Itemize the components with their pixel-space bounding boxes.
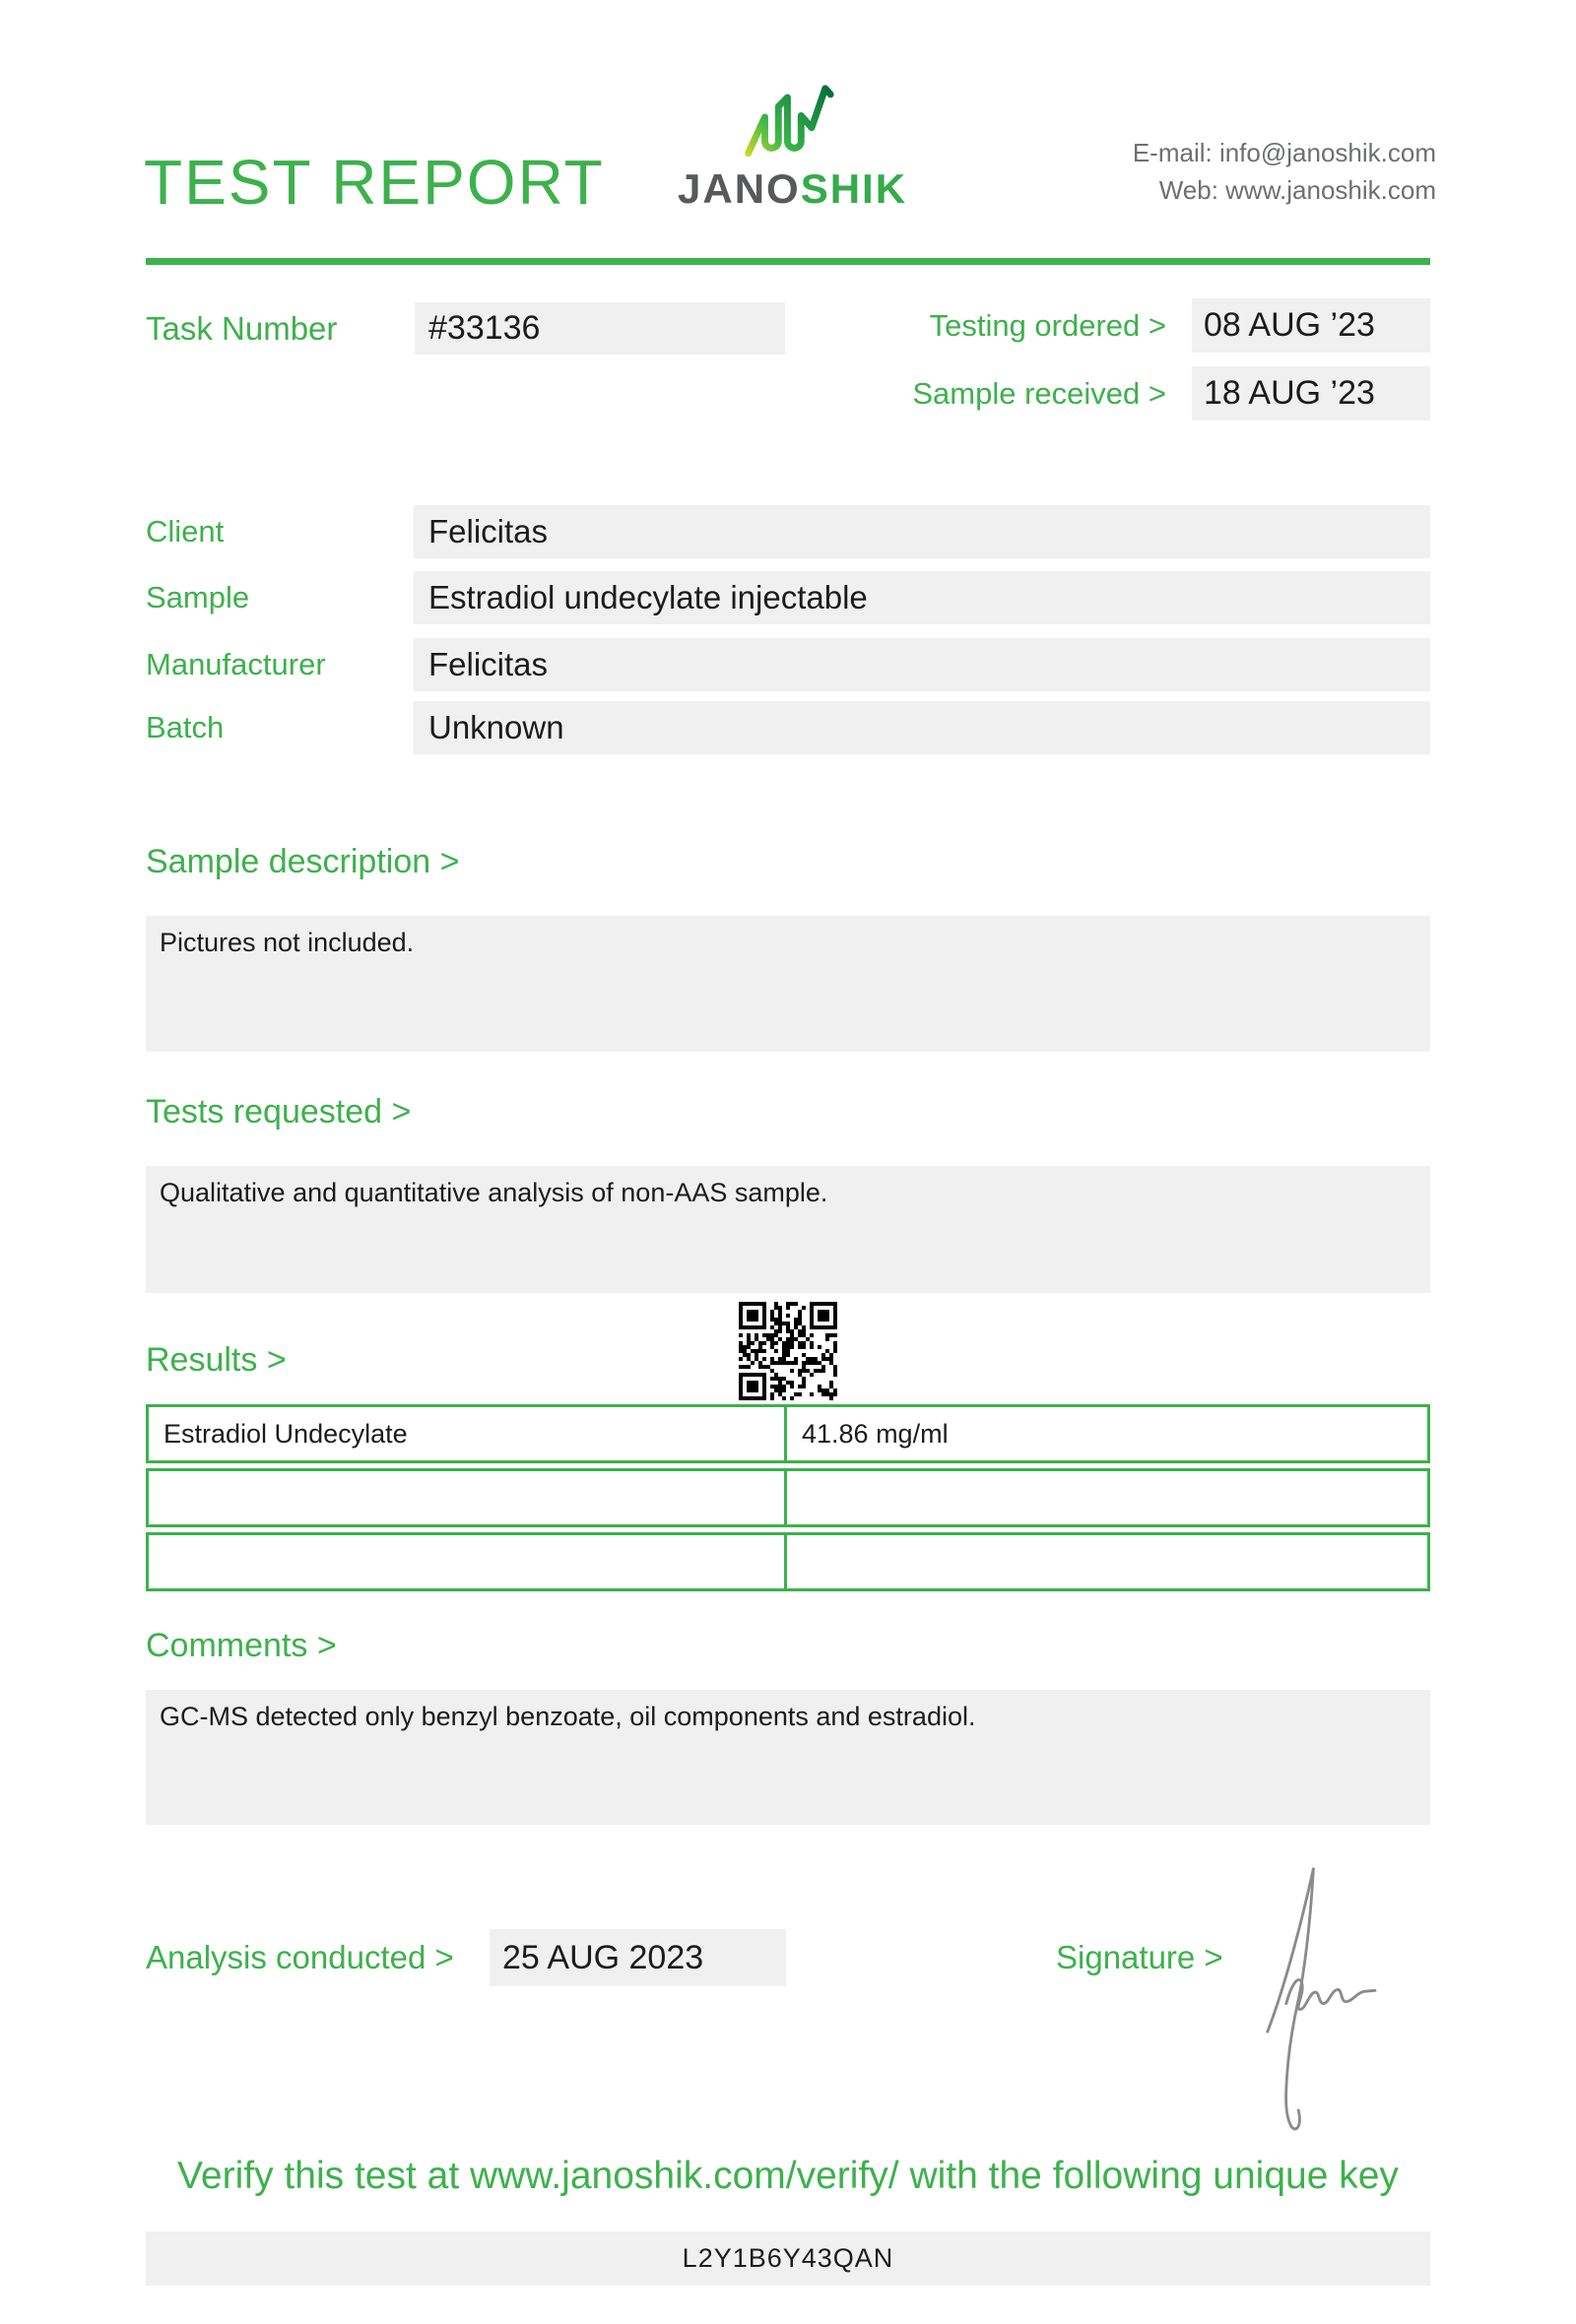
result-substance [149, 1535, 787, 1588]
comments-panel [146, 1690, 1430, 1825]
client-label: Client [146, 514, 225, 549]
task-number-value: #33136 [415, 302, 785, 355]
logo-text-jano: JANO [678, 165, 801, 212]
page-title: TEST REPORT [144, 147, 605, 218]
contact-block [1133, 134, 1436, 209]
client-value: Felicitas [414, 505, 1430, 558]
tests-requested-panel [146, 1166, 1430, 1293]
logo-wordmark [678, 165, 906, 213]
manufacturer-label: Manufacturer [146, 647, 326, 681]
verify-key-box [146, 2231, 1430, 2286]
testing-ordered-value: 08 AUG ’23 [1192, 298, 1430, 353]
result-concentration [787, 1471, 1427, 1524]
results-table [146, 1404, 1430, 1591]
sample-description-heading: Sample description > [146, 843, 460, 880]
sample-label: Sample [146, 580, 250, 614]
contact-web: Web: www.janoshik.com [1158, 175, 1436, 205]
batch-label: Batch [146, 710, 225, 744]
client-row [146, 505, 1430, 558]
sample-received-label: Sample received > [912, 376, 1166, 411]
task-number-row [146, 302, 796, 355]
results-table-row [146, 1468, 1430, 1527]
contact-email: E-mail: info@janoshik.com [1132, 138, 1436, 167]
batch-value: Unknown [414, 701, 1430, 754]
qr-code [739, 1302, 837, 1400]
verify-key: L2Y1B6Y43QAN [682, 2243, 894, 2273]
logo-text-shik: SHIK [800, 165, 908, 212]
sample-received-value: 18 AUG ’23 [1192, 366, 1430, 420]
sample-description-text: Pictures not included. [160, 928, 415, 957]
tests-requested-heading: Tests requested > [146, 1093, 412, 1130]
sample-row [146, 571, 1430, 624]
signature-handwriting [1245, 1849, 1395, 2145]
batch-row [146, 701, 1430, 754]
analysis-conducted-date: 25 AUG 2023 [490, 1929, 786, 1986]
sample-received-row [886, 366, 1430, 420]
analysis-conducted-label: Analysis conducted > [146, 1939, 454, 1975]
manufacturer-value: Felicitas [414, 638, 1430, 691]
tests-requested-text: Qualitative and quantitative analysis of non-AAS sample. [160, 1178, 828, 1207]
sample-value: Estradiol undecylate injectable [414, 571, 1430, 624]
result-concentration: 41.86 mg/ml [802, 1419, 949, 1449]
header-divider [146, 258, 1430, 265]
logo-growth-chart-icon [744, 81, 834, 160]
results-table-row [146, 1532, 1430, 1591]
result-substance [149, 1471, 787, 1524]
results-heading: Results > [146, 1341, 287, 1379]
sample-description-panel [146, 916, 1430, 1052]
testing-ordered-row [886, 298, 1430, 353]
signature-label: Signature > [1056, 1939, 1223, 1975]
comments-text: GC-MS detected only benzyl benzoate, oil components and estradiol. [160, 1702, 976, 1731]
result-concentration [787, 1535, 1427, 1588]
comments-heading: Comments > [146, 1627, 337, 1664]
result-substance: Estradiol Undecylate [149, 1407, 787, 1460]
manufacturer-row [146, 638, 1430, 691]
task-number-label: Task Number [146, 310, 338, 347]
testing-ordered-label: Testing ordered > [929, 308, 1166, 343]
verify-instruction: Verify this test at www.janoshik.com/verify/ with the following unique key [177, 2155, 1399, 2197]
results-table-row [146, 1404, 1430, 1463]
